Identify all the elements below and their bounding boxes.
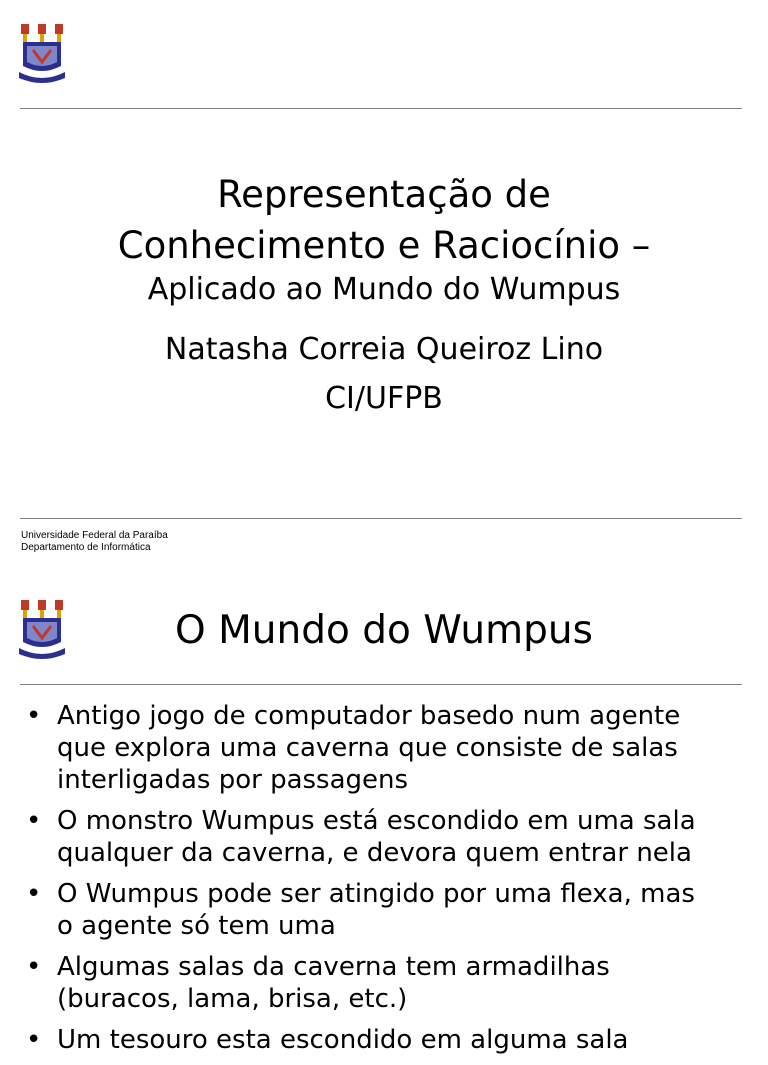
footer-department: Departamento de Informática <box>21 542 151 553</box>
bullet-line: Antigo jogo de computador basedo num agente <box>57 701 681 731</box>
slide-subtitle: Aplicado ao Mundo do Wumpus <box>147 272 621 307</box>
bullet-marker: • <box>26 701 42 731</box>
slide-title-line-1: Representação de <box>217 173 551 216</box>
bullet-line: Um tesouro esta escondido em alguma sala <box>57 1025 629 1055</box>
bullet-line: O Wumpus pode ser atingido por uma flexa, mas <box>57 879 695 909</box>
bullet-line: que explora uma caverna que consiste de salas <box>57 733 678 763</box>
footer-university: Universidade Federal da Paraíba <box>21 530 168 541</box>
university-crest-icon <box>19 22 65 86</box>
bullet-item <box>22 805 752 869</box>
bullet-marker: • <box>26 1025 42 1055</box>
bullet-line: interligadas por passagens <box>57 765 409 795</box>
bullet-line: O monstro Wumpus está escondido em uma sala <box>57 806 696 836</box>
bullet-item <box>22 700 752 796</box>
bullet-line: (buracos, lama, brisa, etc.) <box>57 984 408 1014</box>
bullet-line: Algumas salas da caverna tem armadilhas <box>57 952 610 982</box>
author-affiliation: CI/UFPB <box>325 381 443 416</box>
bullet-item <box>22 1024 752 1056</box>
slide-2-divider <box>20 684 742 685</box>
footer-divider <box>20 518 742 519</box>
author-name: Natasha Correia Queiroz Lino <box>164 332 604 367</box>
bullet-line: o agente só tem uma <box>57 911 336 941</box>
bullet-item <box>22 951 752 1015</box>
bullet-list <box>22 700 752 1065</box>
slide-2-title: O Mundo do Wumpus <box>175 608 593 653</box>
bullet-item <box>22 878 752 942</box>
bullet-marker: • <box>26 879 42 909</box>
bullet-marker: • <box>26 806 42 836</box>
bullet-marker: • <box>26 952 42 982</box>
bullet-line: qualquer da caverna, e devora quem entrar nela <box>57 838 692 868</box>
header-divider <box>20 108 742 109</box>
slide-title-line-2: Conhecimento e Raciocínio – <box>117 224 651 267</box>
